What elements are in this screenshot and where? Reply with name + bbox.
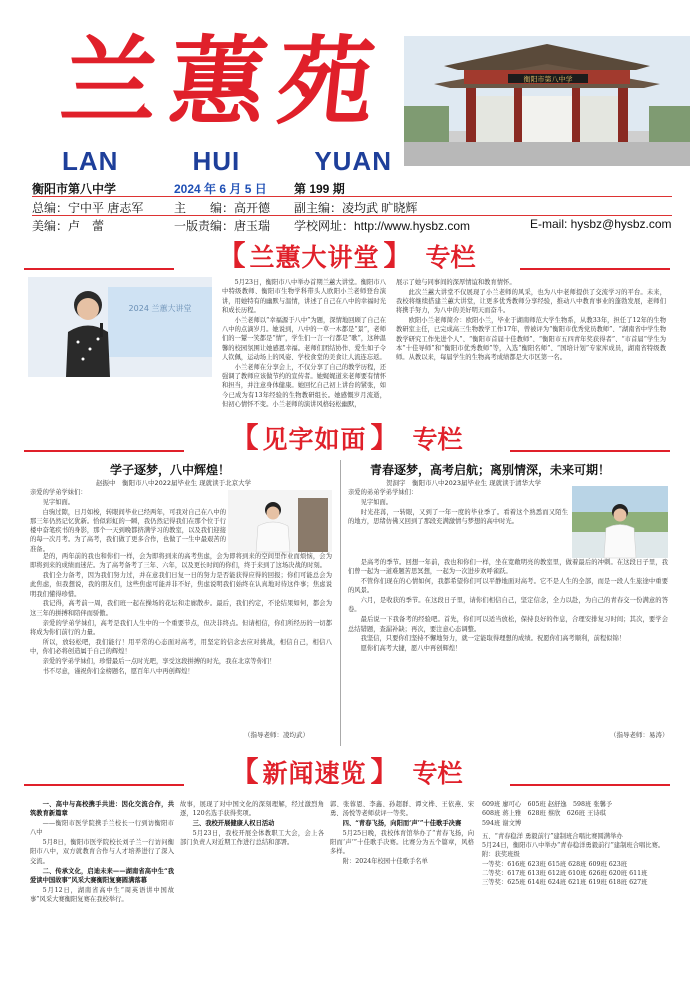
issue-date: 2024 年 6 月 5 日 [174,182,267,196]
section-suffix-letters: 专栏 [412,425,463,454]
masthead [0,0,693,232]
masthead-pinyin [62,146,392,177]
lecture-para-2: 小兰老师以“幸福源于八中”为题，深情地回顾了自己在八中的点滴岁月。她说到，八中的一草一木都是“景”，老师们的一颦一笑都是“情”，学生们一言一行都是“歌”，这种温馨的校园氛围让她感恩幸福。老师们团结协作、爱生如子令人钦佩，运动场上的风姿、学校食堂的美食让人流连忘返。 [222,316,387,361]
lecture-bio: 欧阳小兰老师简介：欧阳小兰，毕业于湖南师范大学生物系，从教33年，担任了12年的生物教研室主任，已完成高三生物教学工作17年，曾被评为“衡阳市优秀党员教师”、“湖南省中学生物教学研究工作先进个人”、“衡阳市首届十佳教师”、“衡阳市五四青年奖获得者”、“市首届“学生为本”十佳导师”和“衡阳市优秀教师”等，入选“衡阳名师”、“国培计划”专家库成员，湖南省特级教师。从教以来，每届学生的生物高考成绩都是大市区第一名。 [396,317,666,362]
news-col4 [482,800,668,992]
letter-right-closing: 愿你们高考大捷，愿八中再创辉煌！ [360,645,462,653]
letter-right-body [348,558,668,728]
lecture-article-col1 [222,278,387,408]
lecture-banner-text: 2024 兰蕙大讲堂 [128,304,192,313]
title-char-hui: 蕙 [164,25,276,138]
school-email[interactable]: E-mail: hysbz@hysbz.com [530,217,672,231]
letter-left-photo [228,490,332,552]
letter-left-byline: 赵振中 衡阳市八中2022届毕业生 现就读于北京大学 [96,479,252,487]
letter-left-top [30,488,226,553]
art-editor: 美编：卢 蕾 [32,219,105,233]
news-body-4: 5月25日晚，我校体育馆举办了“青春飞扬，向阳而‘声’”十佳歌手决赛。比赛分为五个篇章，风格多样。 [330,829,474,856]
section-header-news: 【 新闻速览 】 专栏 [0,752,693,792]
section-title-lecture: 兰蕙大讲堂 [249,243,380,272]
gate-sign-text: 衡阳市第八中学 [523,75,573,84]
school-name: 衡阳市第八中学 [32,182,117,196]
news-headline-2: 二、传承文化，启迪未来——湖南省高中生“我爱读中国故事”风采大赛衡阳复赛圆满落幕 [30,867,174,884]
news-headline-5: 五、“青春稳洋 勇毅前行”建制班合唱比赛圆满举办 [482,832,623,840]
title-char-yuan: 苑 [272,25,384,138]
singer-list-row-3: 594班 谢文博 [482,819,522,827]
letter-left-para-6: 所以，放轻松吧，我们能行！用平常的心态面对高考，用坚定的信念去应对挑战，相信自己，相信八中，你们必将创造属于自己的辉煌！ [30,638,332,655]
news-col2 [180,800,324,992]
letter-left-salutation: 亲爱的学弟学妹们： [30,489,87,496]
lecture-photo [28,277,212,377]
news-body-2-cont: 故事，展现了对中国文化的深刻理解，经过激烈角逐，120名选手获得奖项。 [180,801,324,818]
lecture-para-1: 5月23日，衡阳市八中举办首期兰蕙大讲堂。衡阳市八中特级教师、衡阳市生物学科带头人欧阳小兰老师登台演讲，用她特有的幽默与温情，讲述了自己在八中的幸福时光和成长历程。 [222,279,386,314]
news-col1 [30,800,174,992]
letter-right-salutation: 亲爱的弟弟学弟学妹们： [348,489,418,496]
letter-left-para-4: 我记得，高考前一周，我们班一起在操场的花坛和走廊散步。最后，我们约定，不论结果如何，都会为这三年的拼搏和陪伴而骄傲。 [30,600,332,617]
letter-right-para-1: 时光荏苒，一转眼，又到了一年一度的毕业季了。看着这个熟悉而又陌生的地方，思绪仿佛又回到了那段充满激情与梦想的高中时光。 [348,508,568,525]
letter-left-para-2: 是的，两年前的我也和你们一样，会为即将到来的高考焦虑，会为即将到来的空间里作业而烦恼，会为即将到来的成绩而迷茫。为了高考备考了三年、六年，以及更长时间的你们，终于来到了这场决战的时刻。 [30,553,332,570]
letter-left-sign: （指导老师：凌均武） [244,731,309,739]
letter-right-sign: （指导老师：易涛） [610,731,669,739]
chief-editor: 主 编：高开德 [174,201,271,215]
section-suffix-news: 专栏 [412,759,463,788]
chorus-first-prize: 一等奖：616班 623班 615班 628班 609班 623班 [482,860,628,868]
chorus-third-prize: 三等奖：625班 614班 624班 621班 619班 618班 627班 [482,879,648,887]
chorus-awards-label: 附：获奖班级 [482,851,520,859]
news-subhead-1: ——衡阳市医学院携手兰校长一行到访衡阳市八中 [30,820,174,837]
letter-right-para-4: 六月，是收获的季节。在这段日子里，请你们相信自己，坚定信念，全力以赴，为自己的青春交一份满意的答卷。 [348,597,668,614]
school-website[interactable]: 学校网址：http://www.hysbz.com [294,219,471,233]
news-headline-1: 一、高中与高校携手共进：因化交流合作，共筑教育新篇章 [30,801,174,818]
singer-list-row-1: 609班 廖可心 605班 赵舒逸 598班 张馨予 [482,801,613,808]
section-title-news: 新闻速览 [262,759,367,788]
letter-left-greeting: 见字如面。 [42,498,75,506]
title-char-lan: 兰 [56,25,168,138]
letter-right-para-5: 最后说一下我备考的经验吧。首先，你们可以适当放松，保持良好的作息，合理安排复习时间；其次，要学会总结错题，查漏补缺；再次，要注意心态调整。 [348,616,668,633]
news-body-2: 5月12日，湖南省高中生“周英语讲中国故事”风采大赛衡阳复赛在我校举行。 [30,886,174,903]
letter-right-byline: 贺洞宇 衡阳市八中2023届毕业生 现就读于清华大学 [386,479,542,487]
letter-right-para-6: 我坚信，只要你们坚持不懈地努力，就一定能取得理想的成绩。祝愿你们高考顺利，前程似锦！ [360,635,626,643]
pinyin-lan: LAN [62,146,119,176]
letter-left-para-1: 白驹过隙，日月如梭，转眼间毕业已经两年，可我对自己在八中的那三年仍然记忆犹新。恰似彩虹的一瞬，我仍然记得我们在那个位于行楼中奋笔疾书的身影，那个一天到晚都挤满学习的教室，以及我们迎接的每一次月考。为了高考，我们做了更多合作，也做了一生中最艰苦的准备。 [30,508,226,553]
editor-in-chief: 总编：宁中平 唐志军 [32,201,144,215]
news-body-5: 5月24日，衡阳市八中举办“青春稳洋勇毅前行”建制班合唱比赛。 [482,842,665,850]
news-col3 [330,800,474,992]
letter-left-para-5: 亲爱的学弟学妹们，高考是我们人生中的一个重要节点，但决非终点。但请相信，你们所经历的一切都将成为你们前行的力量。 [30,619,332,636]
news-body-3-cont: 郭、张蓉恩、李鑫、孙超群、谭文桦、王依燕、宋勇、汤悦等老师获评一等奖。 [330,801,474,818]
letter-right-top [348,488,568,556]
letter-right-para-3: 不管你们现在的心情如何，我都希望你们可以平静地面对高考。它不是人生的全部，而是一段人生旅途中重要的风景。 [348,578,668,595]
news-headline-4: 四、“青春飞扬，向阳而‘声’”十佳歌手决赛 [342,820,462,828]
deputy-editor: 副主编：凌均武 旷晓辉 [294,201,418,215]
proof-editor: 一版责编：唐玉瑞 [174,219,271,233]
pinyin-yuan: YUAN [314,146,392,176]
letter-left-closing: 书不尽意，谨祝你们金榜题名，愿百年八中再创辉煌！ [42,667,194,675]
letter-right-title: 青春逐梦，高考启航；离别情深，未来可期！ [370,463,611,477]
pinyin-hui: HUI [192,146,241,176]
news-body-3: 5月23日，我校开展全体教职工大会，会上各部门负责人对近期工作进行总结和部署。 [180,829,324,847]
letter-right-greeting: 见字如面。 [360,498,393,506]
section-header-lecture: 【 兰蕙大讲堂 】 专栏 [0,236,693,276]
news-singers-label: 附：2024年校园十佳歌手名单 [342,858,428,866]
singer-list-row-2: 608班 蒋上雅 628班 蔡欣 626班 王诗琪 [482,810,606,818]
letter-left-body [30,552,332,728]
chorus-second-prize: 二等奖：617班 613班 612班 610班 626班 620班 611班 [482,870,648,878]
letter-left-title: 学子逐梦，八中辉煌！ [110,463,231,477]
section-suffix-lecture: 专栏 [425,243,476,272]
masthead-title [56,25,384,138]
letter-left-para-3: 我们全力备考，因为我们努力过，并在意我们日复一日的努力是否能获得应得的回报；你们可能总会为此焦虑，但我想说，我的朋友们，这些焦虑可能并非不好，焦虑说明我们始终在认真地对待这件事；焦虑说明我们懂得珍惜。 [30,572,332,598]
news-body-1: 5月8日，衡阳市医学院校长刘子兰一行访问衡阳市八中，双方就教育合作与人才培养进行了深入交流。 [30,839,174,865]
lecture-para-5: 此次兰蕙大讲堂不仅展现了小兰老师的风采，也为八中老师提供了交流学习的平台。未来，我校将继续搭建兰蕙大讲堂，让更多优秀教师分享经验，推动八中教育事业的蓬勃发展，老师们将携手努力，为八中的美好明天而奋斗。 [396,288,666,315]
news-headline-3: 三、我校开展健康人权日活动 [192,820,275,828]
issue-number: 第 199 期 [294,182,345,196]
school-gate-photo [404,36,690,166]
letter-right-photo [572,486,668,558]
letter-right-para-2: 是高考的季节。回想一年前，我也和你们一样，坐在宽敞明亮的教室里，做着最后的冲刺。在这段日子里，我们曾一起为一道难题苦思冥想，一起为一次进步欢呼雀跃。 [348,559,668,576]
section-title-letters: 见字如面 [262,425,367,454]
lecture-para-3: 小兰老师在分享会上，不仅分享了自己的教学历程，还强调了教师应该做节约的宣传者。她娓娓道来老师要有情怀和担当，并注意身体健康。她回忆自己初上讲台的紧张，如今已成为有13年经验的生物教研组长。她感慨岁月流逝，但初心情怀不变。小兰老师的演讲风格轻松幽默， [222,363,386,408]
letter-left-para-7: 亲爱的学弟学妹们，珍惜最后一点时光吧，享受这段拼搏的时光，我在北京等你们！ [42,657,276,665]
lecture-para-4: 展示了她与同事间的深厚情谊和教育情怀。 [396,279,516,286]
section-header-letters: 【 见字如面 】 专栏 [0,418,693,458]
lecture-article-col2 [396,278,666,398]
